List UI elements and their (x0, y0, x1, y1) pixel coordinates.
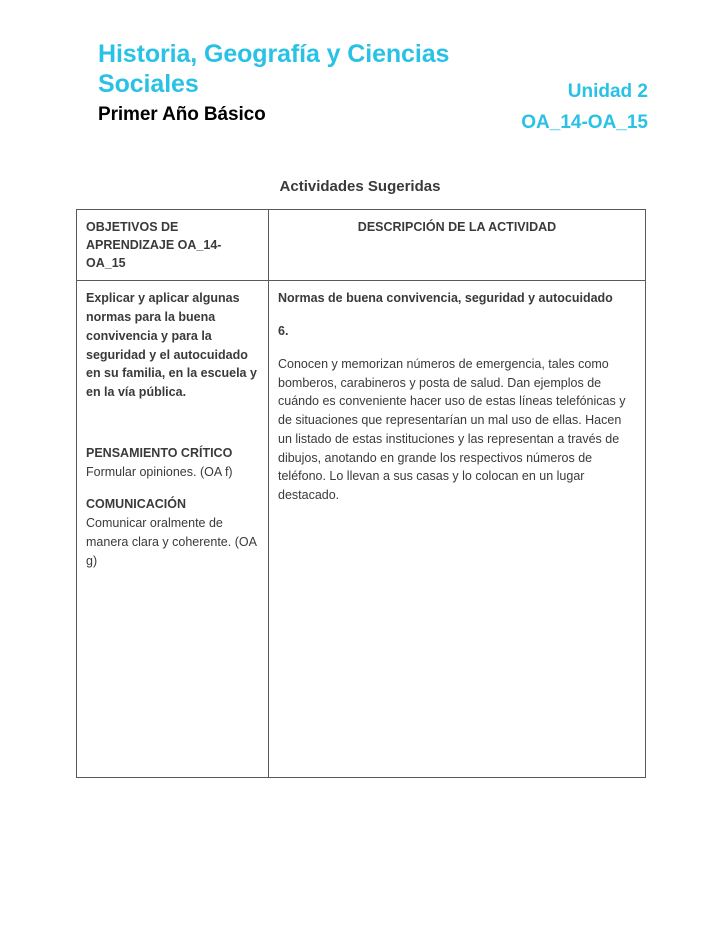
grade-level-title: Primer Año Básico (98, 104, 266, 125)
column-header-objectives: OBJETIVOS DE APRENDIZAJE OA_14-OA_15 (77, 210, 269, 281)
skill-heading-communication: COMUNICACIÓN (86, 497, 186, 512)
document-header (98, 40, 648, 135)
activities-table (76, 209, 646, 778)
activity-heading: Normas de buena convivencia, seguridad y autocuidado (278, 291, 613, 306)
column-header-description: DESCRIPCIÓN DE LA ACTIVIDAD (269, 210, 646, 281)
unit-label: Unidad 2 (567, 81, 648, 102)
description-cell (269, 281, 646, 778)
vertical-spacer (86, 416, 259, 444)
table-row (77, 281, 646, 778)
subject-title: Historia, Geografía y Ciencias Sociales (98, 40, 450, 98)
header-left-group (98, 40, 521, 126)
skill-text-critical-thinking: Formular opiniones. (OA f) (86, 464, 233, 479)
main-objective-text: Explicar y aplicar algunas normas para la buena convivencia y para la seguridad y el autocuidado en su familia, en la escuela y en la vía pública. (86, 291, 257, 400)
skill-heading-critical-thinking: PENSAMIENTO CRÍTICO (86, 445, 233, 460)
skill-text-communication: Comunicar oralmente de manera clara y coherente. (OA g) (86, 516, 257, 568)
section-title: Actividades Sugeridas (279, 178, 441, 195)
table-header-row (77, 210, 646, 281)
oa-range-label: OA_14-OA_15 (521, 111, 648, 133)
header-right-group (521, 40, 648, 135)
activity-body-text: Conocen y memorizan números de emergencia, tales como bomberos, carabineros y posta de salud. Dan ejemplos de cuándo es conveniente hacer uso de estas líneas telefónicas y de situaciones que representarían un mal uso de ellas. Hacen un listado de estas instituciones y las representan a través de dibujos, anotando en grande los respectivos números de teléfono. Lo llevan a sus casas y lo colocan en un lugar destacado. (278, 356, 626, 503)
objectives-cell (77, 281, 269, 778)
activity-number: 6. (278, 324, 289, 339)
